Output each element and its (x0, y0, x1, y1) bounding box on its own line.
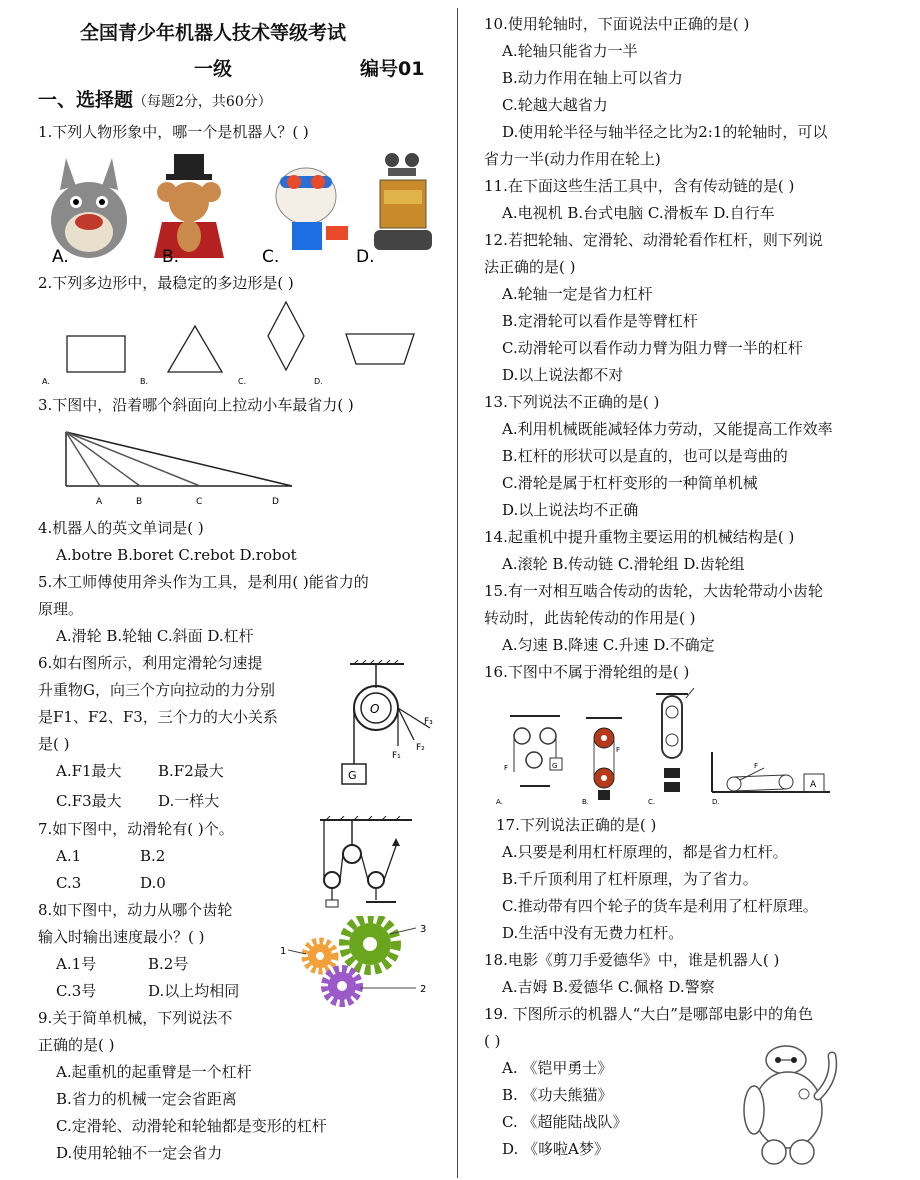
q8-option-a: A.1号 (56, 955, 97, 973)
q6-label-f3: F₃ (424, 717, 433, 727)
q8-label-3: 3 (420, 924, 427, 935)
q3-slope-a (66, 432, 100, 486)
q12-stem-line2: 法正确的是( ) (484, 258, 576, 276)
q16-label-d: D. (712, 798, 720, 806)
q7-movable-pulley-1 (324, 872, 340, 888)
q8-stem-line1: 8.如下图中，动力从哪个齿轮 (38, 901, 233, 919)
q19-option-a: A. 《铠甲勇士》 (502, 1059, 613, 1077)
section-note: （每题2分，共60分） (133, 94, 272, 110)
q6-option-c: C.F3最大 (56, 792, 122, 810)
q6-stem-line3: 是F1、F2、F3，三个力的大小关系 (38, 708, 278, 726)
q7-option-a: A.1 (56, 847, 82, 865)
q8-option-b: B.2号 (148, 955, 189, 973)
q1-label-a: A. (52, 247, 69, 267)
q9-option-a: A.起重机的起重臂是一个杠杆 (56, 1063, 252, 1081)
q9-option-d: D.使用轮轴不一定会省力 (56, 1144, 223, 1162)
q19-baymax-image (740, 1038, 860, 1168)
q12-stem-line1: 12.若把轮轴、定滑轮、动滑轮看作杠杆，则下列说 (484, 231, 823, 249)
q6-pulley-figure (338, 660, 438, 790)
q3-stem: 3.下图中，沿着哪个斜面向上拉动小车最省力( ) (38, 396, 354, 414)
q6-option-d: D.一样大 (158, 792, 220, 810)
q16-label-c: C. (648, 798, 656, 806)
q13-option-c: C.滑轮是属于杠杆变形的一种简单机械 (502, 474, 758, 492)
q6-stem-line2: 升重物G，向三个方向拉动的力分别 (38, 681, 275, 699)
q8-gear-figure (280, 916, 440, 1008)
q16-a-label-g: G (552, 762, 558, 770)
q1-label-b: B. (162, 247, 180, 267)
q1-label-d: D. (356, 247, 375, 267)
q10-option-d-cont: 省力一半(动力作用在轮上) (484, 150, 661, 168)
q6-stem-line1: 6.如右图所示，利用定滑轮匀速提 (38, 654, 263, 672)
q1-totoro-image (51, 158, 127, 258)
q18-options: A.吉姆 B.爱德华 C.佩格 D.警察 (502, 978, 715, 996)
q12-option-c: C.动滑轮可以看作动力臂为阻力臂一半的杠杆 (502, 339, 803, 357)
q9-option-c: C.定滑轮、动滑轮和轮轴都是变形的杠杆 (56, 1117, 327, 1135)
q17-option-b: B.千斤顶利用了杠杆原理，为了省力。 (502, 870, 758, 888)
q3-figure (60, 424, 300, 510)
q3-label-a: A (96, 497, 103, 507)
q11-stem: 11.在下面这些生活工具中，含有传动链的是( ) (484, 177, 795, 195)
q1-goat-image (276, 168, 348, 250)
q8-option-c: C.3号 (56, 982, 97, 1000)
q6-stem-line4: 是( ) (38, 735, 70, 753)
q3-label-d: D (272, 497, 279, 507)
q16-d-label-a: A (810, 780, 817, 790)
q10-option-a: A.轮轴只能省力一半 (502, 42, 638, 60)
q19-option-b: B. 《功夫熊猫》 (502, 1086, 613, 1104)
q1-label-c: C. (262, 247, 280, 267)
q9-option-b: B.省力的机械一定会省距离 (56, 1090, 237, 1108)
q16-option-b-image (586, 718, 622, 800)
q17-option-d: D.生活中没有无费力杠杆。 (502, 924, 684, 942)
q16-option-c-image (656, 688, 694, 792)
q2-triangle (168, 326, 222, 372)
q12-option-d: D.以上说法都不对 (502, 366, 624, 384)
q9-stem-line1: 9.关于简单机械，下列说法不 (38, 1009, 233, 1027)
q19-stem-line1: 19. 下图所示的机器人“大白”是哪部电影中的角色 (484, 1005, 813, 1023)
q13-option-d: D.以上说法均不正确 (502, 501, 639, 519)
q16-label-b: B. (582, 798, 590, 806)
q18-stem: 18.电影《剪刀手爱德华》中，谁是机器人( ) (484, 951, 780, 969)
q7-pulley-figure (316, 816, 426, 908)
q6-option-a: A.F1最大 (56, 762, 122, 780)
q8-stem-line2: 输入时输出速度最小？( ) (38, 928, 205, 946)
q2-label-c: C. (238, 377, 247, 386)
exam-title: 全国青少年机器人技术等级考试 (80, 22, 347, 44)
q7-movable-pulley-2 (368, 872, 384, 888)
q4-stem: 4.机器人的英文单词是( ) (38, 519, 204, 537)
q1-walle-image (374, 153, 432, 250)
q6-label-o: O (370, 702, 380, 716)
q2-figure (42, 300, 422, 388)
q16-d-label-f: F (754, 762, 759, 770)
q6-label-f2: F₂ (416, 743, 425, 753)
q16-figure (490, 688, 850, 808)
q2-label-a: A. (42, 377, 50, 386)
q19-stem-line2: ( ) (484, 1032, 501, 1050)
q16-a-label-f: F (504, 764, 509, 772)
q17-option-c: C.推动带有四个轮子的货车是利用了杠杆原理。 (502, 897, 818, 915)
q13-stem: 13.下列说法不正确的是( ) (484, 393, 660, 411)
q5-stem-line2: 原理。 (38, 600, 84, 618)
q2-stem: 2.下列多边形中，最稳定的多边形是( ) (38, 274, 294, 292)
q10-option-d: D.使用轮半径与轴半径之比为2:1的轮轴时，可以 (502, 123, 828, 141)
q16-option-a-image (504, 716, 562, 786)
q3-label-c: C (196, 497, 203, 507)
q15-stem-line1: 15.有一对相互啮合传动的齿轮，大齿轮带动小齿轮 (484, 582, 823, 600)
q9-stem-line2: 正确的是( ) (38, 1036, 115, 1054)
q7-option-b: B.2 (140, 847, 166, 865)
q6-label-f1: F₁ (392, 751, 401, 761)
q10-option-c: C.轮越大越省力 (502, 96, 608, 114)
q13-option-a: A.利用机械既能减轻体力劳动，又能提高工作效率 (502, 420, 833, 438)
q16-option-d-image (712, 752, 830, 792)
q12-option-a: A.轮轴一定是省力杠杆 (502, 285, 653, 303)
q12-option-b: B.定滑轮可以看作是等臂杠杆 (502, 312, 698, 330)
q2-trapezoid (346, 334, 414, 364)
q2-rhombus (268, 302, 304, 370)
q15-stem-line2: 转动时，此齿轮传动的作用是( ) (484, 609, 696, 627)
q7-option-d: D.0 (140, 874, 166, 892)
column-divider (457, 8, 458, 1178)
q8-label-1: 1 (280, 946, 287, 957)
q8-option-d: D.以上均相同 (148, 982, 240, 1000)
q14-stem: 14.起重机中提升重物主要运用的机械结构是( ) (484, 528, 795, 546)
section-label: 一、选择题 (38, 89, 134, 111)
q16-stem: 16.下图中不属于滑轮组的是( ) (484, 663, 690, 681)
q5-stem-line1: 5.木工师傅使用斧头作为工具，是利用( )能省力的 (38, 573, 369, 591)
q8-gear-1 (305, 941, 335, 971)
q19-option-d: D. 《哆啦A梦》 (502, 1140, 609, 1158)
q3-label-b: B (136, 497, 143, 507)
q10-stem: 10.使用轮轴时，下面说法中正确的是( ) (484, 15, 750, 33)
q2-rectangle (67, 336, 125, 372)
q2-label-b: B. (140, 377, 149, 386)
q17-stem: 17.下列说法正确的是( ) (496, 816, 657, 834)
exam-level: 一级 (194, 58, 233, 80)
q1-jerry-image (154, 154, 224, 258)
q10-option-b: B.动力作用在轴上可以省力 (502, 69, 683, 87)
q13-option-b: B.杠杆的形状可以是直的，也可以是弯曲的 (502, 447, 788, 465)
q5-options: A.滑轮 B.轮轴 C.斜面 D.杠杆 (56, 627, 254, 645)
q16-b-label-f: F (616, 746, 621, 754)
q16-label-a: A. (496, 798, 503, 806)
q1-stem: 1.下列人物形象中，哪一个是机器人？( ) (38, 123, 309, 141)
section-heading (38, 90, 272, 112)
q11-options: A.电视机 B.台式电脑 C.滑板车 D.自行车 (502, 204, 775, 222)
q7-fixed-pulley (343, 845, 361, 863)
q4-options: A.botre B.boret C.rebot D.robot (56, 546, 297, 564)
q7-stem: 7.如下图中，动滑轮有( )个。 (38, 820, 234, 838)
q2-label-d: D. (314, 377, 323, 386)
q17-option-a: A.只要是利用杠杆原理的，都是省力杠杆。 (502, 843, 788, 861)
q15-options: A.匀速 B.降速 C.升速 D.不确定 (502, 636, 715, 654)
q19-option-c: C. 《超能陆战队》 (502, 1113, 628, 1131)
q1-figure (44, 150, 439, 268)
q6-label-g: G (348, 769, 357, 782)
q7-option-c: C.3 (56, 874, 82, 892)
exam-number: 编号01 (360, 58, 425, 80)
q6-option-b: B.F2最大 (158, 762, 224, 780)
q8-label-2: 2 (420, 984, 427, 995)
q14-options: A.滚轮 B.传动链 C.滑轮组 D.齿轮组 (502, 555, 745, 573)
q8-gear-3 (344, 918, 396, 970)
q8-gear-2 (325, 969, 359, 1003)
